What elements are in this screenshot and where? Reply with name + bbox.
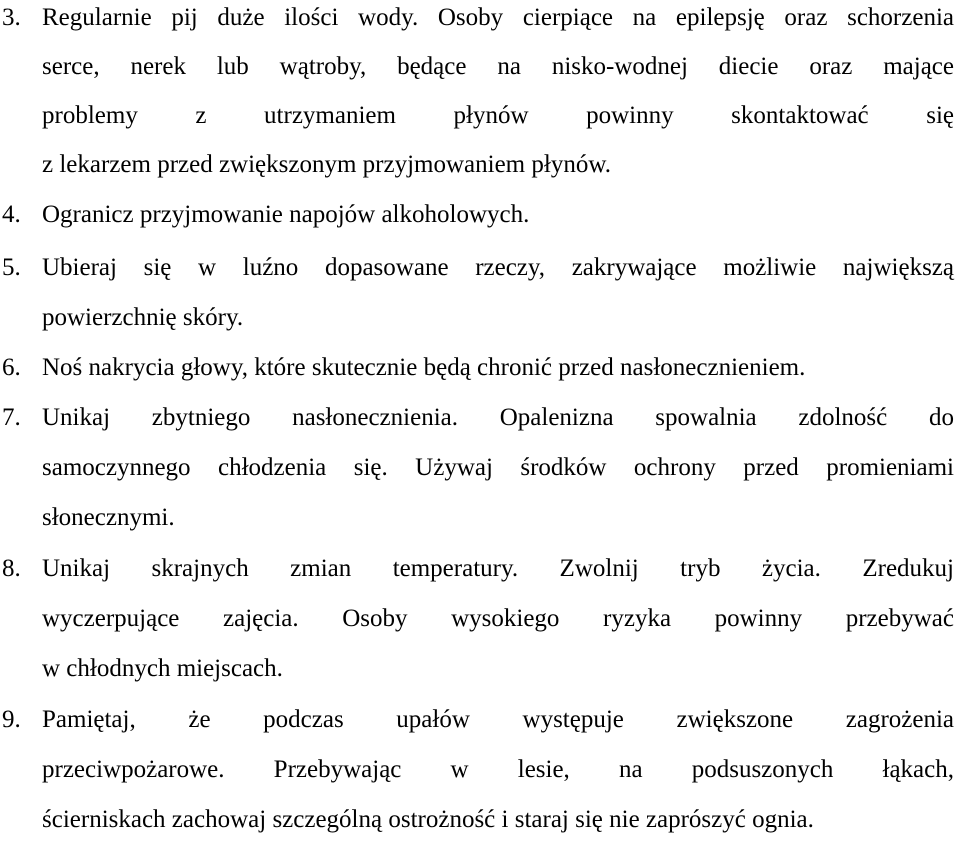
item-number: 7. bbox=[2, 404, 21, 431]
item-text-line: Ubieraj się w luźno dopasowane rzeczy, zakrywające możliwie największą bbox=[42, 254, 954, 281]
item-text-line: Pamiętaj, że podczas upałów występuje zwiększone zagrożenia bbox=[42, 706, 954, 733]
item-text-line: Regularnie pij duże ilości wody. Osoby cierpiące na epilepsję oraz schorzenia bbox=[42, 4, 954, 31]
item-text-line: z lekarzem przed zwiększonym przyjmowaniem płynów. bbox=[42, 151, 612, 178]
item-text-line: Unikaj zbytniego nasłonecznienia. Opalenizna spowalnia zdolność do bbox=[42, 404, 954, 431]
item-number: 9. bbox=[2, 706, 21, 733]
item-text-line: Ogranicz przyjmowanie napojów alkoholowych. bbox=[42, 201, 530, 228]
item-text-line: powierzchnię skóry. bbox=[42, 304, 244, 331]
item-number: 4. bbox=[2, 201, 21, 228]
item-text-line: Unikaj skrajnych zmian temperatury. Zwolnij tryb życia. Zredukuj bbox=[42, 555, 954, 582]
item-number: 3. bbox=[2, 4, 21, 31]
item-text-line: wyczerpujące zajęcia. Osoby wysokiego ryzyka powinny przebywać bbox=[42, 605, 954, 632]
item-text-line: ścierniskach zachowaj szczególną ostrożność i staraj się nie zaprószyć ognia. bbox=[42, 806, 814, 833]
item-text-line: Noś nakrycia głowy, które skutecznie będą chronić przed nasłonecznieniem. bbox=[42, 354, 806, 381]
item-number: 5. bbox=[2, 254, 21, 281]
item-text-line: problemy z utrzymaniem płynów powinny skontaktować się bbox=[42, 102, 954, 129]
item-text-line: przeciwpożarowe. Przebywając w lesie, na podsuszonych łąkach, bbox=[42, 756, 954, 783]
item-text-line: samoczynnego chłodzenia się. Używaj środków ochrony przed promieniami bbox=[42, 454, 954, 481]
item-number: 6. bbox=[2, 354, 21, 381]
item-number: 8. bbox=[2, 555, 21, 582]
item-text-line: słonecznymi. bbox=[42, 504, 175, 531]
item-text-line: w chłodnych miejscach. bbox=[42, 655, 283, 682]
item-text-line: serce, nerek lub wątroby, będące na nisko-wodnej diecie oraz mające bbox=[42, 53, 954, 80]
